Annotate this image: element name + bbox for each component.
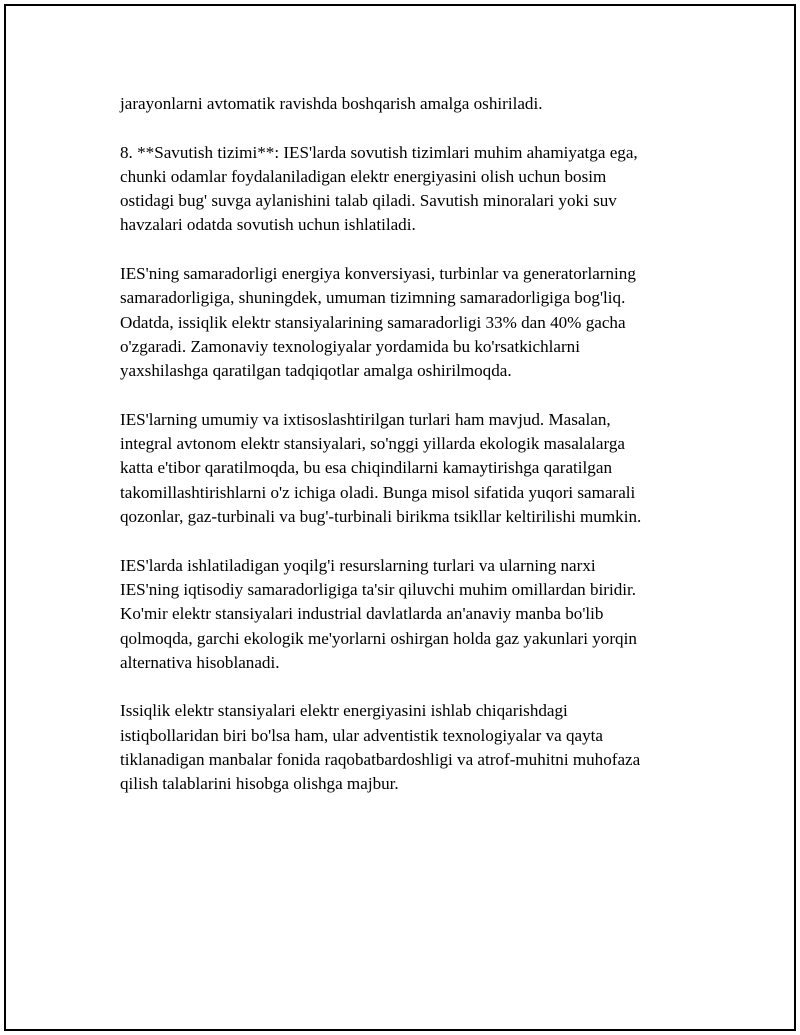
document-page [4,4,796,1031]
paragraph: 8. **Savutish tizimi**: IES'larda sovutish tizimlari muhim ahamiyatga ega, chunki odamlar foydalaniladigan elektr energiyasini olish uchun bosim ostidagi bug' suvga aylanishini talab qiladi. Savutish minoralari yoki suv havzalari odatda sovutish uchun ishlatiladi. [120,142,638,235]
paragraph: Issiqlik elektr stansiyalari elektr energiyasini ishlab chiqarishdagi istiqbollaridan biri bo'lsa ham, ular adventistik texnologiyalar va qayta tiklanadigan manbalar fonida raqobatbardoshligi va atrof-muhitni muhofaza qilish talablarini hisobga olishga majbur. [120,701,641,794]
paragraph: IES'ning samaradorligi energiya konversiyasi, turbinlar va generatorlarning samaradorligiga, shuningdek, umuman tizimning samaradorligiga bog'liq. Odatda, issiqlik elektr stansiyalarining samaradorligi 33% dan 40% gacha o'zgaradi. Zamonaviy texnologiyalar yordamida bu ko'rsatkichlarni yaxshilashga qaratilgan tadqiqotlar amalga oshirilmoqda. [120,264,636,381]
paragraph: IES'larning umumiy va ixtisoslashtirilgan turlari ham mavjud. Masalan, integral avtonom elektr stansiyalari, so'nggi yillarda ekologik masalalarga katta e'tibor qaratilmoqda, bu esa chiqindilarni kamaytirishga qaratilgan takomillashtirishlarni o'z ichiga oladi. Bunga misol sifatida yuqori samarali qozonlar, gaz-turbinali va bug'-turbinali birikma tsikllar keltirilishi mumkin. [120,409,642,527]
document-body [120,92,700,821]
paragraph: jarayonlarni avtomatik ravishda boshqarish amalga oshiriladi. [120,94,543,113]
paragraph: IES'larda ishlatiladigan yoqilg'i resurslarning turlari va ularning narxi IES'ning iqtisodiy samaradorligiga ta'sir qiluvchi muhim omillardan biridir. Ko'mir elektr stansiyalari industrial davlatlarda an'anaviy manba bo'lib qolmoqda, garchi ekologik me'yorlarni oshirgan holda gaz yakunlari yorqin alternativa hisoblanadi. [120,555,637,672]
